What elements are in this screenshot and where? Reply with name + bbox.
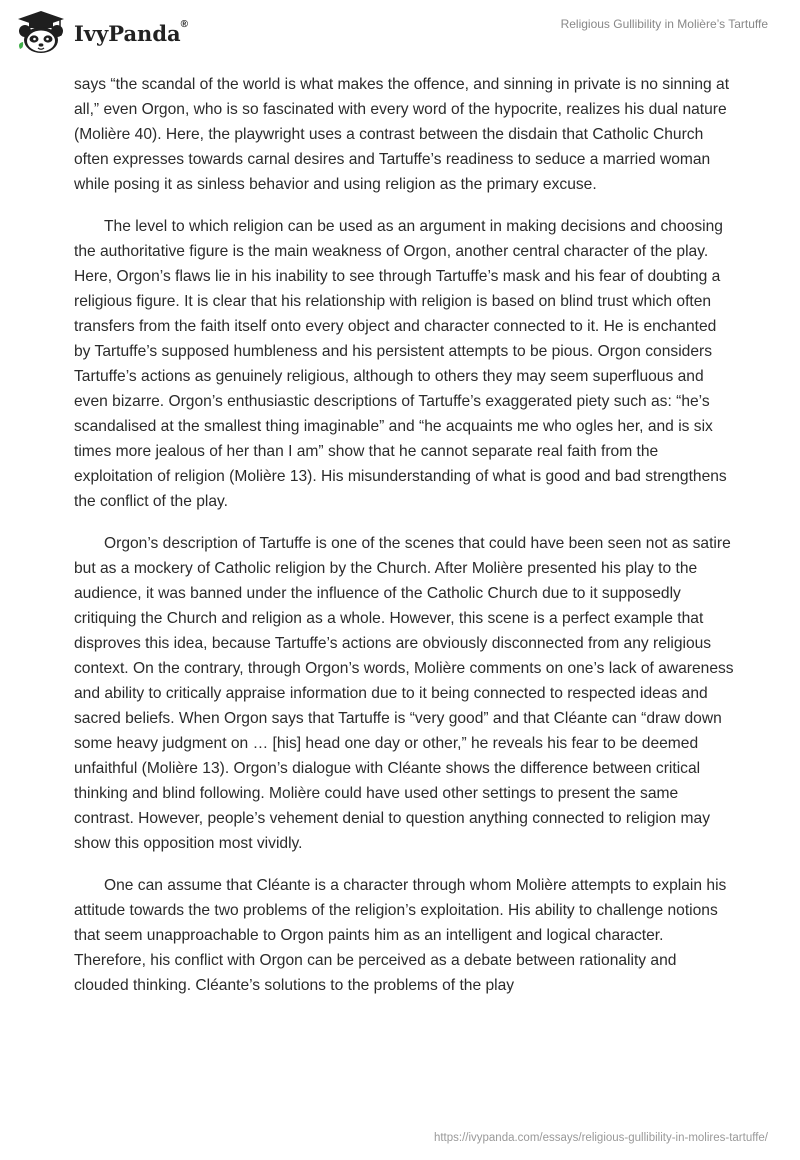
essay-body [74, 72, 734, 1015]
paragraph-1: says “the scandal of the world is what makes the offence, and sinning in private is no sinning at all,” even Orgon, who is so fascinated with every word of the hypocrite, realizes his dual nature (Molière 40). Here, the playwright uses a contrast between the disdain that Catholic Church often expresses towards carnal desires and Tartuffe’s readiness to seduce a married woman while posing it as sinless behavior and using religion as the primary excuse. [74, 76, 730, 193]
paragraph-3: Orgon’s description of Tartuffe is one of the scenes that could have been seen not as satire but as a mockery of Catholic religion by the Church. After Molière presented his play to the audience, it was banned under the influence of the Catholic Church due to it supposedly critiquing the Church and religion as a whole. However, this scene is a perfect example that disproves this idea, because Tartuffe’s actions are obviously disconnected from any religious context. On the contrary, through Orgon’s words, Molière comments on one’s lack of awareness and ability to critically appraise information due to it being connected to respected ideas and sacred beliefs. When Orgon says that Tartuffe is “very good” and that Cléante can “draw down some heavy judgment on … [his] head one day or other,” he reveals his fear to be deemed unfaithful (Molière 13). Orgon’s dialogue with Cléante shows the difference between critical thinking and blind following. Molière could have used other settings to present the same contrast. However, people’s vehement denial to question anything connected to religion may show this opposition most vividly. [74, 535, 734, 852]
document-title: Religious Gullibility in Molière’s Tartuffe [560, 17, 768, 31]
page-header [0, 0, 800, 70]
paragraph-2: The level to which religion can be used as an argument in making decisions and choosing the authoritative figure is the main weakness of Orgon, another central character of the play. Here, Orgon’s flaws lie in his inability to see through Tartuffe’s mask and his fear of doubting a religious figure. It is clear that his relationship with religion is based on blind trust which often transfers from the faith itself onto every object and character connected to it. He is enchanted by Tartuffe’s supposed humbleness and his persistent attempts to be pious. Orgon considers Tartuffe’s actions as genuinely religious, although to others they may seem superfluous and even bizarre. Orgon’s enthusiastic descriptions of Tartuffe’s exaggerated piety such as: “he’s scandalised at the smallest thing imaginable” and “he acquaints me who ogles her, and is six times more jealous of her than I am” show that he cannot separate real faith from the exploitation of religion (Molière 13). His misunderstanding of what is good and bad strengthens the conflict of the play. [74, 218, 727, 510]
source-url-link[interactable]: https://ivypanda.com/essays/religious-gullibility-in-molires-tartuffe/ [433, 1132, 768, 1144]
registered-mark: ® [180, 18, 188, 30]
paragraph-4: One can assume that Cléante is a character through whom Molière attempts to explain his attitude towards the two problems of the religion’s exploitation. His ability to challenge notions that seem unapproachable to Orgon paints him as an intelligent and logical character. Therefore, his conflict with Orgon can be perceived as a debate between rationality and clouded thinking. Cléante’s solutions to the problems of the play [74, 877, 727, 994]
panda-graduation-icon [14, 9, 68, 55]
brand-name: IvyPanda® [74, 18, 188, 46]
ivypanda-logo[interactable] [14, 9, 188, 55]
